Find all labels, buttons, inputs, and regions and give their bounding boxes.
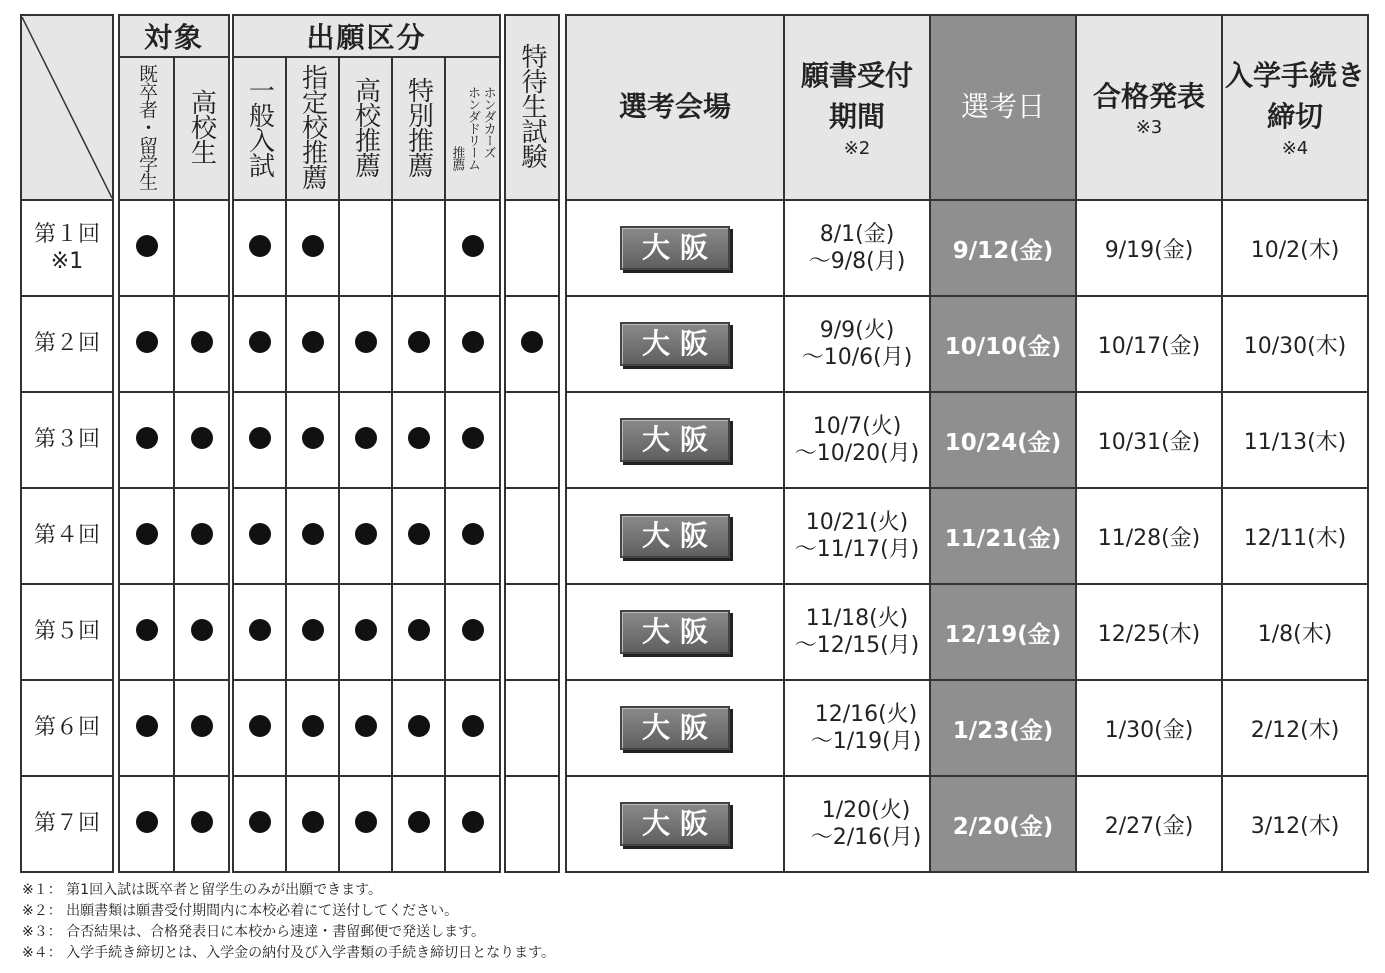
category-special-cell	[392, 584, 445, 680]
period-start: 10/7(火)	[812, 413, 902, 439]
category-honda-header: ホンダカーズ ホンダドリーム 推薦	[445, 57, 500, 200]
round-label-cell	[21, 392, 113, 488]
table-row	[233, 296, 500, 392]
footnote-3: ※３： 合否結果は、合格発表日に本校から速達・書留郵便で発送します。	[22, 924, 486, 940]
dot-mark	[462, 715, 484, 737]
target-highschool-cell	[174, 200, 229, 296]
footnote-4: ※４： 入学手続き締切とは、入学金の納付及び入学書類の手続き締切日となります。	[22, 945, 556, 961]
dot-mark	[462, 427, 484, 449]
category-general-cell	[233, 200, 286, 296]
scholarship-cell	[505, 584, 559, 680]
result-header: 合格発表 ※3	[1076, 15, 1222, 200]
venue-cell	[566, 488, 784, 584]
round-label-cell	[21, 584, 113, 680]
exam-date-cell: 2/20(金)	[930, 776, 1076, 872]
result-date-cell: 9/19(金)	[1076, 200, 1222, 296]
table-row	[119, 584, 229, 680]
category-school-cell	[339, 776, 392, 872]
target-graduate-header: 既卒者・留学生	[119, 57, 174, 200]
dot-mark	[355, 619, 377, 641]
table-row	[233, 392, 500, 488]
period-end: ～10/6(月)	[801, 345, 913, 370]
table-row	[566, 776, 1368, 872]
table-row	[505, 296, 559, 392]
scholarship-header: 特待生試験	[505, 15, 559, 200]
category-general-header: 一般入試	[233, 57, 286, 200]
period-start: 10/21(火)	[805, 509, 909, 535]
category-school-cell	[339, 392, 392, 488]
category-designated-cell	[286, 392, 339, 488]
enroll-deadline-header: 入学手続き 締切 ※4	[1222, 15, 1368, 200]
category-school-cell	[339, 296, 392, 392]
round-label-cell	[21, 680, 113, 776]
dot-mark	[136, 715, 158, 737]
table-row	[505, 392, 559, 488]
period-start: 9/9(火)	[819, 317, 895, 343]
table-row	[21, 296, 113, 392]
round-label-column	[20, 14, 114, 873]
scholarship-cell	[505, 680, 559, 776]
venue-button[interactable]: 大阪	[620, 226, 730, 270]
round-label: 第３回	[33, 427, 100, 453]
target-highschool-header: 高校生	[174, 57, 229, 200]
target-highschool-cell	[174, 584, 229, 680]
dot-mark	[408, 715, 430, 737]
target-block	[118, 14, 230, 873]
table-row	[566, 680, 1368, 776]
round-label: 第６回	[33, 715, 100, 741]
dot-mark	[249, 523, 271, 545]
target-graduate-cell	[119, 776, 174, 872]
dot-mark	[249, 619, 271, 641]
period-end: ～12/15(月)	[794, 633, 920, 658]
venue-cell	[566, 584, 784, 680]
table-row	[233, 584, 500, 680]
table-row	[21, 776, 113, 872]
category-honda-cell	[445, 488, 500, 584]
venue-button[interactable]: 大阪	[620, 802, 730, 846]
deadline-date-cell: 11/13(木)	[1222, 392, 1368, 488]
dot-mark	[355, 523, 377, 545]
dot-mark	[249, 331, 271, 353]
category-general-cell	[233, 776, 286, 872]
table-row	[119, 776, 229, 872]
scholarship-cell	[505, 488, 559, 584]
table-row	[21, 680, 113, 776]
category-general-cell	[233, 392, 286, 488]
dot-mark	[136, 523, 158, 545]
target-highschool-cell	[174, 776, 229, 872]
table-row	[21, 392, 113, 488]
target-highschool-cell	[174, 488, 229, 584]
scholarship-block	[504, 14, 560, 873]
result-date-cell: 10/31(金)	[1076, 392, 1222, 488]
target-graduate-cell	[119, 584, 174, 680]
table-row	[505, 200, 559, 296]
category-school-cell	[339, 680, 392, 776]
round-label: 第４回	[33, 523, 100, 549]
venue-button[interactable]: 大阪	[620, 418, 730, 462]
dot-mark	[408, 523, 430, 545]
period-end: ～10/20(月)	[794, 441, 920, 466]
dot-mark	[136, 235, 158, 257]
dot-mark	[408, 331, 430, 353]
dot-mark	[249, 811, 271, 833]
table-row	[566, 296, 1368, 392]
venue-cell	[566, 200, 784, 296]
target-graduate-cell	[119, 296, 174, 392]
target-graduate-cell	[119, 200, 174, 296]
table-row	[233, 488, 500, 584]
venue-cell	[566, 776, 784, 872]
target-highschool-cell	[174, 296, 229, 392]
category-designated-cell	[286, 584, 339, 680]
category-school-cell	[339, 488, 392, 584]
round-note: ※1	[50, 249, 84, 274]
dot-mark	[249, 235, 271, 257]
exam-date-cell: 1/23(金)	[930, 680, 1076, 776]
table-row	[119, 200, 229, 296]
dot-mark	[355, 715, 377, 737]
dot-mark	[408, 811, 430, 833]
round-label: 第２回	[33, 331, 100, 357]
category-designated-cell	[286, 488, 339, 584]
category-special-cell	[392, 680, 445, 776]
table-row	[233, 200, 500, 296]
dot-mark	[136, 811, 158, 833]
round-label: 第５回	[33, 619, 100, 645]
target-graduate-cell	[119, 392, 174, 488]
result-date-cell: 10/17(金)	[1076, 296, 1222, 392]
scholarship-cell	[505, 776, 559, 872]
apply-period-cell	[784, 488, 930, 584]
result-date-cell: 1/30(金)	[1076, 680, 1222, 776]
dot-mark	[191, 427, 213, 449]
table-row	[119, 392, 229, 488]
deadline-date-cell: 3/12(木)	[1222, 776, 1368, 872]
target-highschool-cell	[174, 680, 229, 776]
apply-period-cell	[784, 584, 930, 680]
result-date-cell: 2/27(金)	[1076, 776, 1222, 872]
period-end: ～11/17(月)	[794, 537, 920, 562]
period-start: 1/20(火)	[821, 797, 911, 823]
period-end: ～9/8(月)	[808, 249, 906, 274]
result-date-cell: 11/28(金)	[1076, 488, 1222, 584]
table-row	[566, 488, 1368, 584]
dot-mark	[408, 619, 430, 641]
table-row	[233, 776, 500, 872]
apply-period-cell	[784, 680, 930, 776]
category-designated-header: 指定校推薦	[286, 57, 339, 200]
dot-mark	[302, 331, 324, 353]
dot-mark	[191, 523, 213, 545]
category-school-header: 高校推薦	[339, 57, 392, 200]
category-honda-cell	[445, 392, 500, 488]
deadline-date-cell: 12/11(木)	[1222, 488, 1368, 584]
footnotes	[22, 880, 555, 964]
dot-mark	[462, 523, 484, 545]
venue-cell	[566, 680, 784, 776]
table-row	[21, 200, 113, 296]
exam-date-cell: 10/24(金)	[930, 392, 1076, 488]
venue-button[interactable]: 大阪	[620, 514, 730, 558]
category-designated-cell	[286, 680, 339, 776]
dot-mark	[191, 715, 213, 737]
category-special-cell	[392, 392, 445, 488]
category-honda-cell	[445, 680, 500, 776]
dot-mark	[136, 427, 158, 449]
round-label: 第７回	[33, 811, 100, 837]
table-row	[119, 296, 229, 392]
dot-mark	[249, 715, 271, 737]
scholarship-cell	[505, 200, 559, 296]
dot-mark	[302, 811, 324, 833]
venue-button[interactable]: 大阪	[620, 610, 730, 654]
period-start: 8/1(金)	[819, 221, 895, 247]
round-label-cell	[21, 488, 113, 584]
category-general-cell	[233, 296, 286, 392]
table-row	[505, 488, 559, 584]
deadline-date-cell: 2/12(木)	[1222, 680, 1368, 776]
category-general-cell	[233, 584, 286, 680]
table-row	[505, 584, 559, 680]
dot-mark	[302, 235, 324, 257]
round-label-cell	[21, 200, 113, 296]
dot-mark	[302, 715, 324, 737]
target-graduate-cell	[119, 488, 174, 584]
dot-mark	[462, 619, 484, 641]
category-school-cell	[339, 200, 392, 296]
exam-date-cell: 12/19(金)	[930, 584, 1076, 680]
apply-period-cell	[784, 776, 930, 872]
category-special-cell	[392, 488, 445, 584]
dot-mark	[302, 523, 324, 545]
table-row	[566, 200, 1368, 296]
result-date-cell: 12/25(木)	[1076, 584, 1222, 680]
category-honda-cell	[445, 584, 500, 680]
apply-period-cell	[784, 392, 930, 488]
category-school-cell	[339, 584, 392, 680]
period-end: ～1/19(月)	[810, 729, 922, 754]
dot-mark	[462, 331, 484, 353]
category-designated-cell	[286, 296, 339, 392]
exam-date-cell: 9/12(金)	[930, 200, 1076, 296]
apply-period-cell	[784, 200, 930, 296]
table-row	[119, 488, 229, 584]
period-start: 11/18(火)	[805, 605, 909, 631]
target-highschool-cell	[174, 392, 229, 488]
table-row	[21, 488, 113, 584]
category-special-cell	[392, 296, 445, 392]
category-honda-cell	[445, 200, 500, 296]
target-group-header: 対象	[119, 15, 229, 57]
venue-button[interactable]: 大阪	[620, 706, 730, 750]
dot-mark	[355, 811, 377, 833]
dot-mark	[462, 235, 484, 257]
venue-cell	[566, 392, 784, 488]
table-row	[505, 776, 559, 872]
category-block	[232, 14, 501, 873]
dot-mark	[191, 331, 213, 353]
footnote-2: ※２： 出願書類は願書受付期間内に本校必着にて送付してください。	[22, 903, 459, 919]
period-start: 12/16(火)	[814, 701, 918, 727]
exam-date-cell: 10/10(金)	[930, 296, 1076, 392]
deadline-date-cell: 1/8(木)	[1222, 584, 1368, 680]
category-general-cell	[233, 488, 286, 584]
round-label: 第１回	[33, 221, 100, 247]
table-row	[233, 680, 500, 776]
footnote-1: ※１： 第1回入試は既卒者と留学生のみが出願できます。	[22, 882, 382, 898]
category-honda-cell	[445, 296, 500, 392]
apply-period-header: 願書受付 期間 ※2	[784, 15, 930, 200]
dot-mark	[249, 427, 271, 449]
category-group-header: 出願区分	[233, 15, 500, 57]
table-row	[566, 584, 1368, 680]
deadline-date-cell: 10/30(木)	[1222, 296, 1368, 392]
dot-mark	[355, 331, 377, 353]
venue-button[interactable]: 大阪	[620, 322, 730, 366]
diagonal-line	[22, 17, 112, 198]
dot-mark	[136, 331, 158, 353]
category-designated-cell	[286, 200, 339, 296]
round-label-cell	[21, 296, 113, 392]
dot-mark	[191, 811, 213, 833]
dot-mark	[462, 811, 484, 833]
apply-period-cell	[784, 296, 930, 392]
table-row	[21, 584, 113, 680]
category-special-header: 特別推薦	[392, 57, 445, 200]
diagonal-header-cell	[21, 15, 113, 200]
category-special-cell	[392, 776, 445, 872]
dot-mark	[355, 427, 377, 449]
deadline-date-cell: 10/2(木)	[1222, 200, 1368, 296]
category-honda-cell	[445, 776, 500, 872]
exam-date-cell: 11/21(金)	[930, 488, 1076, 584]
dot-mark	[521, 331, 543, 353]
dot-mark	[136, 619, 158, 641]
scholarship-cell	[505, 392, 559, 488]
venue-header: 選考会場	[566, 15, 784, 200]
target-graduate-cell	[119, 680, 174, 776]
period-end: ～2/16(月)	[810, 825, 922, 850]
category-general-cell	[233, 680, 286, 776]
exam-date-header: 選考日	[930, 15, 1076, 200]
venue-cell	[566, 296, 784, 392]
table-row	[566, 392, 1368, 488]
category-special-cell	[392, 200, 445, 296]
category-designated-cell	[286, 776, 339, 872]
dot-mark	[302, 427, 324, 449]
dot-mark	[191, 619, 213, 641]
table-row	[505, 680, 559, 776]
table-row	[119, 680, 229, 776]
round-label-cell	[21, 776, 113, 872]
dot-mark	[408, 427, 430, 449]
schedule-block	[565, 14, 1369, 873]
scholarship-cell	[505, 296, 559, 392]
dot-mark	[302, 619, 324, 641]
